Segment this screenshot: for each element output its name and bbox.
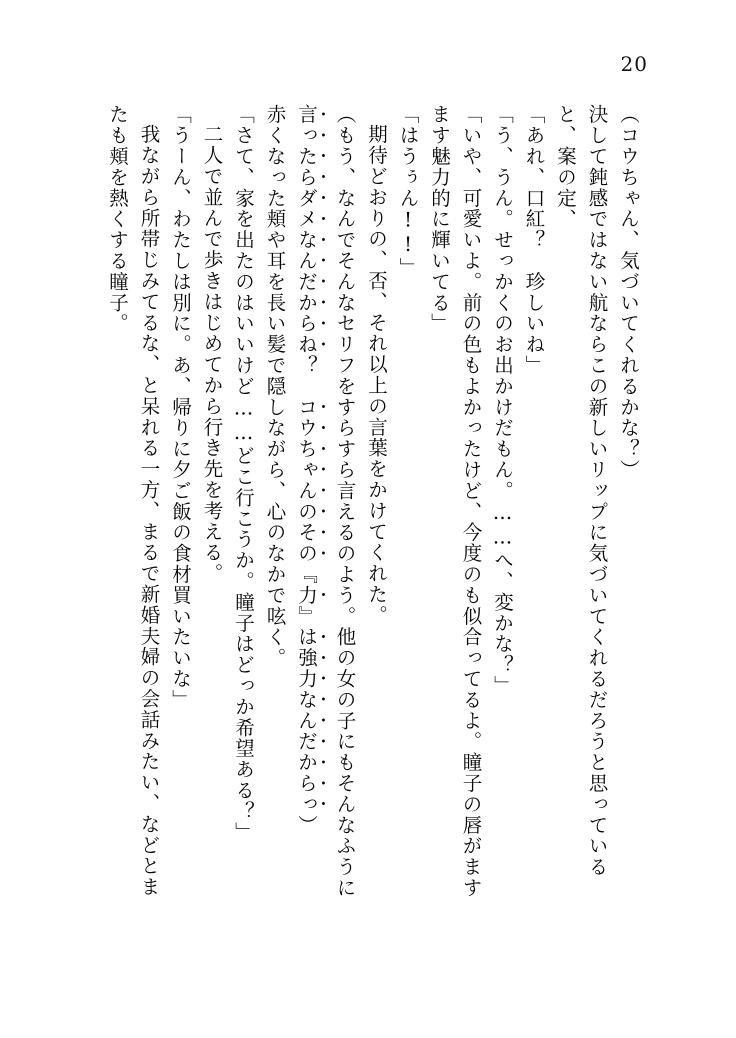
paragraph: 「うーん、わたしは別に。あ、帰りに夕ご飯の食材買いたいな」 xyxy=(169,104,192,711)
paragraph: 赤くなった頬や耳を長い髪で隠しながら、心のなかで呟く。 xyxy=(263,104,287,669)
paragraph: 「はうぅん!!」 xyxy=(396,104,420,279)
page-number: 20 xyxy=(620,52,648,76)
paragraph-emphasized: 言ったらダメなんだからね？ コウちゃんのその『力』は強力なんだからっ） xyxy=(295,104,318,836)
paragraph: と、案の定、 xyxy=(554,104,577,230)
paragraph: ます魅力的に輝いてる」 xyxy=(428,104,451,334)
paragraph: 決して鈍感ではない航ならこの新しいリップに気づいてくれるだろうと思っている xyxy=(585,104,609,878)
paragraph: 我ながら所帯じみてるな、と呆れる一方、まるで新婚夫婦の会話みたい、などとま xyxy=(137,123,161,897)
paragraph: 期待どおりの、否、それ以上の言葉をかけてくれた。 xyxy=(365,123,388,626)
paragraph: 二人で並んで歩きはじめてから行き先を考える。 xyxy=(200,123,224,584)
paragraph: 「う、うん。せっかくのお出かけだもん。……へ、変かな？」 xyxy=(491,104,514,697)
paragraph: （もう、なんでそんなセリフをすらすら言えるのよう。他の女の子にもそんなふうに xyxy=(333,104,357,899)
novel-body-text xyxy=(74,104,644,964)
paragraph: たも頬を熱くする瞳子。 xyxy=(106,104,129,334)
paragraph: 「いや、可愛いよ。前の色もよかったけど、今度のも似合ってるよ。瞳子の唇がます xyxy=(459,104,483,899)
paragraph: （コウちゃん、気づいてくれるかな？） xyxy=(617,104,640,481)
paragraph: 「さて、家を出たのはいいけど……どこ行こうか。瞳子はどっか希望ある？」 xyxy=(232,104,255,843)
paragraph: 「あれ、口紅？ 珍しいね」 xyxy=(522,104,546,376)
